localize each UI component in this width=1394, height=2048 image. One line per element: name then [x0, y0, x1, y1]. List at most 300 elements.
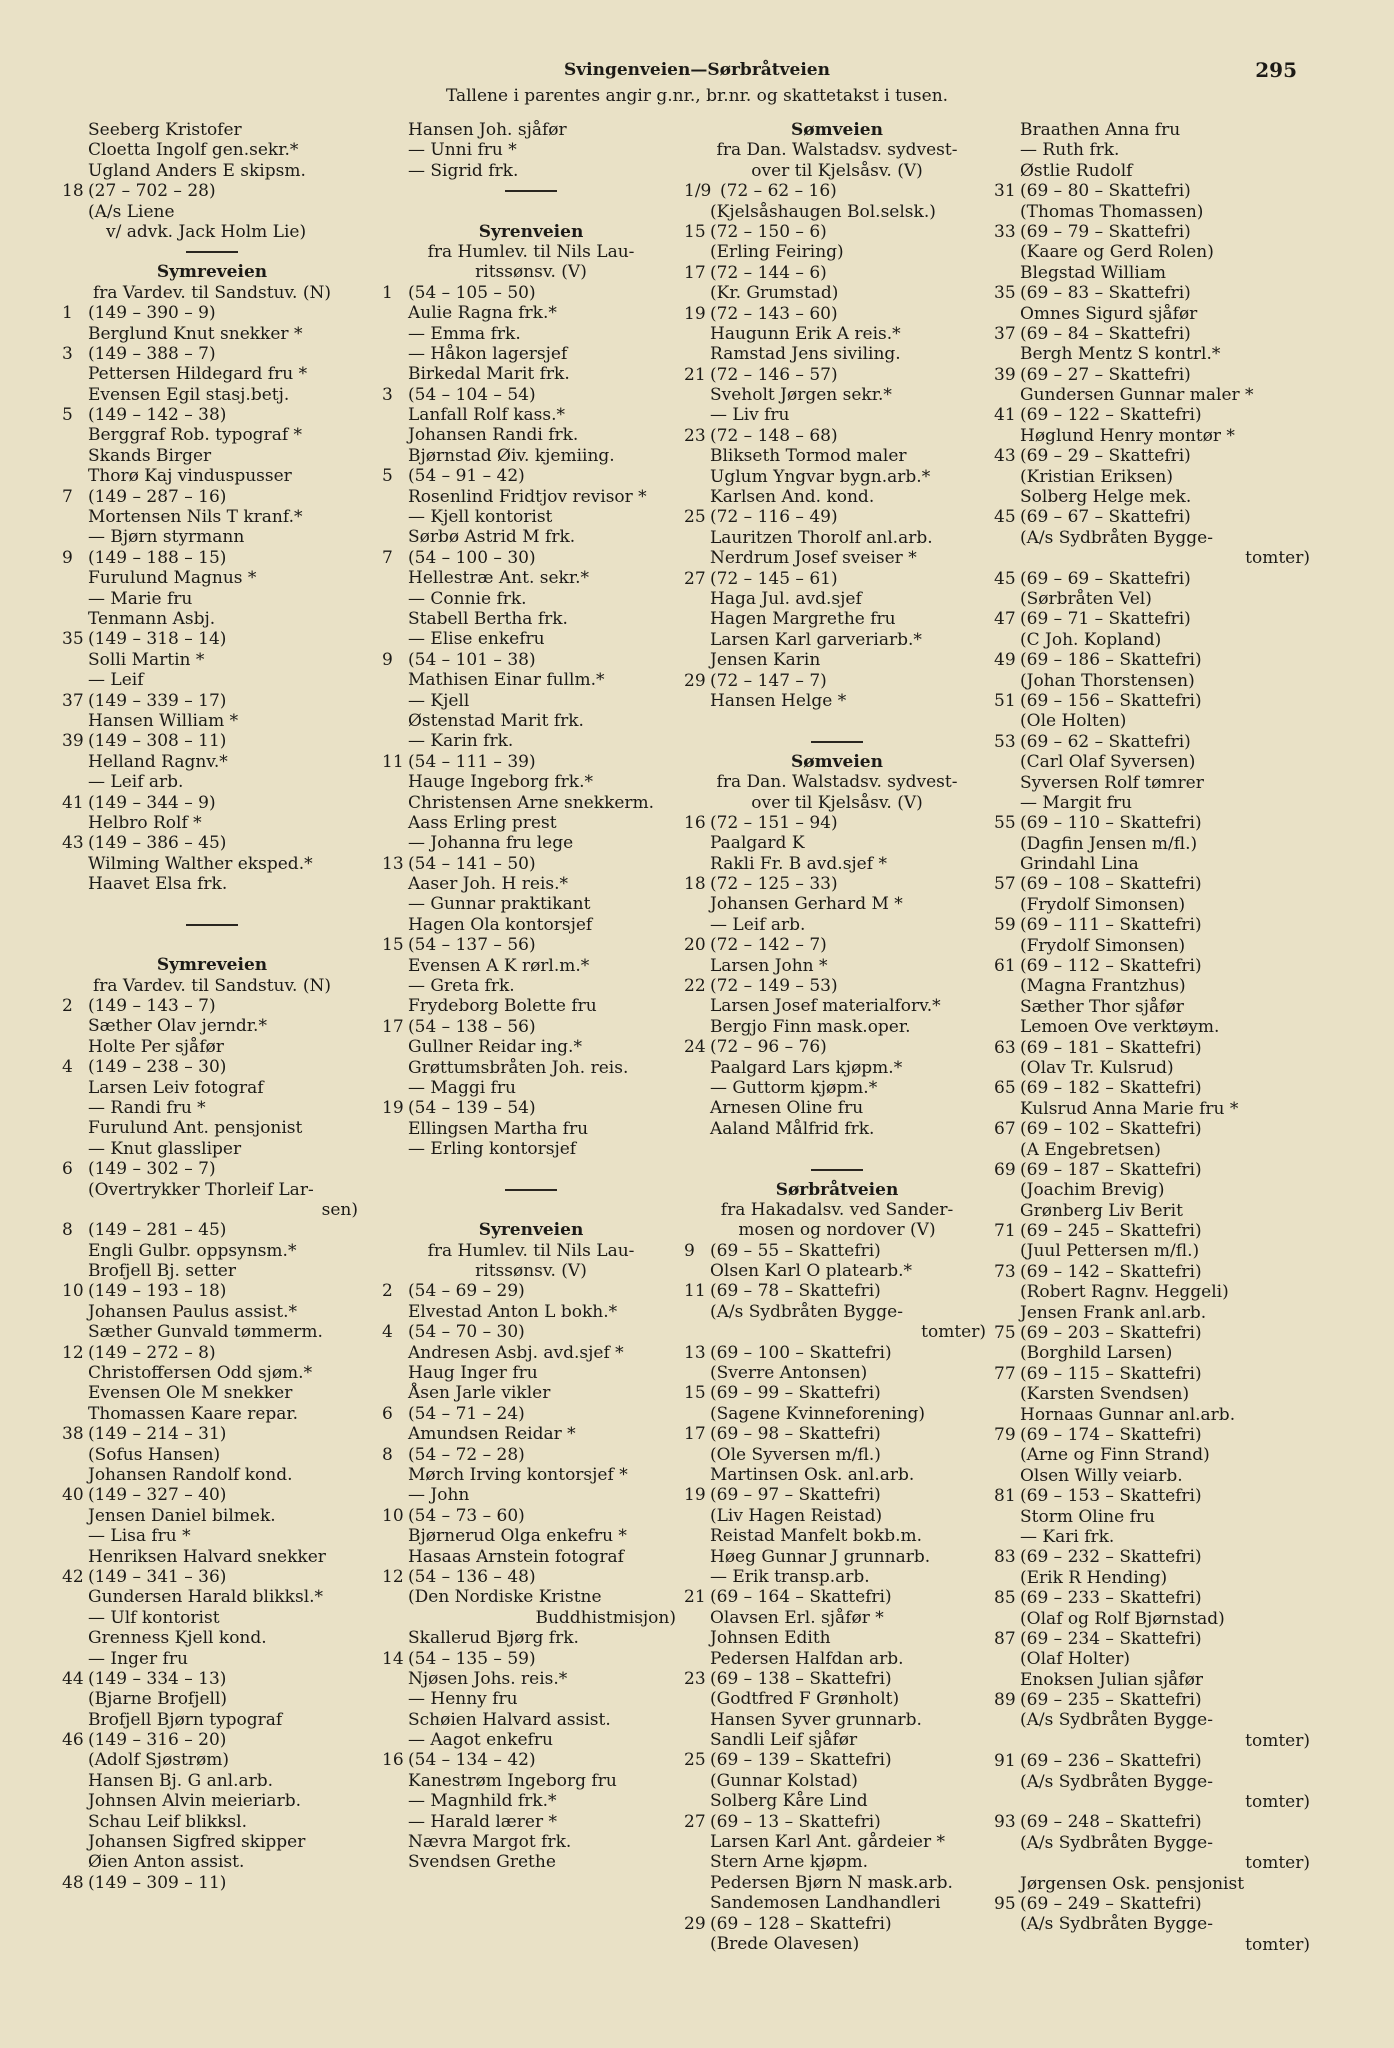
resident-name: Jensen Karin	[710, 650, 821, 671]
resident-entry	[382, 120, 680, 140]
column-1	[62, 120, 362, 1893]
house-number: 55	[994, 813, 1016, 834]
resident-entry	[994, 1405, 1314, 1425]
resident-entry	[62, 568, 362, 588]
resident-entry	[382, 140, 680, 160]
resident-name: — Inger fru	[88, 1648, 188, 1669]
resident-name: Sæther Gunvald tømmerm.	[88, 1322, 323, 1343]
resident-entry	[62, 1852, 362, 1872]
resident-entry	[382, 1119, 680, 1139]
house-number: 7	[62, 486, 73, 507]
resident-name: Berglund Knut snekker *	[88, 323, 303, 344]
resident-entry	[62, 1547, 362, 1567]
resident-name: — Marie fru	[88, 588, 193, 609]
house-number: 12	[62, 1342, 84, 1363]
resident-entry	[684, 1710, 990, 1730]
resident-name: Mørch Irving kontorsjef *	[408, 1465, 628, 1485]
property-record: (54 – 138 – 56)	[408, 1016, 536, 1037]
resident-name: Larsen Leiv fotograf	[88, 1077, 264, 1098]
property-entry	[382, 1404, 680, 1424]
resident-entry	[382, 1812, 680, 1832]
continuation-text: tomter)	[1245, 1934, 1310, 1955]
resident-entry	[382, 344, 680, 364]
resident-entry	[382, 956, 680, 976]
resident-name: Jørgensen Osk. pensjonist	[1020, 1873, 1245, 1894]
resident-entry	[62, 140, 362, 160]
resident-entry	[994, 1343, 1314, 1363]
resident-name: Bergjo Finn mask.oper.	[710, 1016, 911, 1037]
property-entry	[684, 1669, 990, 1689]
property-entry	[684, 222, 990, 242]
house-number: 27	[684, 1811, 706, 1832]
resident-entry	[382, 915, 680, 935]
resident-entry	[684, 344, 990, 364]
property-record: (149 – 142 – 38)	[88, 405, 227, 426]
property-entry	[382, 854, 680, 874]
resident-name: Høglund Henry montør *	[1020, 425, 1235, 446]
property-record: (69 – 27 – Skattefri)	[1020, 364, 1191, 385]
resident-entry	[684, 1465, 990, 1485]
property-record: (69 – 232 – Skattefri)	[1020, 1547, 1202, 1568]
spacer	[382, 1200, 680, 1220]
resident-entry	[62, 1302, 362, 1322]
page-title: Svingenveien—Sørbråtveien	[564, 60, 830, 80]
house-number: 2	[62, 996, 73, 1017]
house-number: 23	[684, 1668, 706, 1689]
resident-entry	[62, 1037, 362, 1057]
house-number: 2	[382, 1281, 393, 1302]
resident-name: Evensen Egil stasj.betj.	[88, 384, 290, 405]
resident-entry	[62, 772, 362, 792]
house-number: 79	[994, 1425, 1016, 1445]
column-4	[994, 120, 1314, 1955]
resident-name: — Maggi fru	[408, 1077, 516, 1098]
property-record: (54 – 91 – 42)	[408, 466, 525, 487]
resident-entry	[684, 548, 990, 568]
property-record: (149 – 188 – 15)	[88, 547, 227, 568]
resident-entry	[62, 711, 362, 731]
resident-entry	[62, 527, 362, 547]
street-description: fra Dan. Walstadsv. sydvest-	[716, 140, 958, 161]
property-record: (54 – 101 – 38)	[408, 649, 536, 670]
resident-name: Sørbø Astrid M frk.	[408, 527, 576, 548]
resident-entry	[684, 589, 990, 609]
property-record: (54 – 134 – 42)	[408, 1750, 536, 1771]
resident-entry	[994, 1017, 1314, 1037]
property-entry	[62, 691, 362, 711]
property-entry	[994, 1262, 1314, 1282]
resident-entry	[684, 487, 990, 507]
resident-entry	[994, 1609, 1314, 1629]
resident-entry	[382, 1302, 680, 1322]
house-number: 6	[382, 1403, 393, 1424]
resident-entry	[994, 242, 1314, 262]
property-entry	[382, 1098, 680, 1118]
property-entry	[62, 405, 362, 425]
resident-entry	[62, 1098, 362, 1118]
resident-entry	[382, 568, 680, 588]
property-record: (69 – 122 – Skattefri)	[1020, 405, 1202, 426]
house-number: 37	[994, 323, 1016, 344]
resident-entry	[994, 1568, 1314, 1588]
property-entry	[62, 181, 362, 201]
house-number: 61	[994, 956, 1016, 977]
property-record: (149 – 302 – 7)	[88, 1159, 216, 1180]
property-record: (72 – 150 – 6)	[710, 221, 827, 242]
house-number: 53	[994, 731, 1016, 752]
resident-name: (Arne og Finn Strand)	[1020, 1445, 1210, 1466]
resident-name: (Borghild Larsen)	[1020, 1343, 1173, 1364]
resident-name: Johnsen Alvin meieriarb.	[88, 1791, 301, 1812]
property-record: (69 – 139 – Skattefri)	[710, 1750, 892, 1771]
house-number: 41	[994, 405, 1016, 426]
resident-name: Solli Martin *	[88, 649, 205, 670]
property-entry	[382, 283, 680, 303]
resident-name: Martinsen Osk. anl.arb.	[710, 1465, 915, 1485]
resident-name: (Olav Tr. Kulsrud)	[1020, 1057, 1174, 1078]
house-number: 16	[684, 812, 706, 833]
property-entry	[994, 1547, 1314, 1567]
resident-entry	[684, 854, 990, 874]
resident-entry	[684, 1771, 990, 1791]
resident-name: Hagen Margrethe fru	[710, 609, 896, 630]
resident-entry	[684, 1017, 990, 1037]
resident-name: (Ole Holten)	[1020, 711, 1127, 732]
resident-name: — Henny fru	[408, 1689, 518, 1710]
resident-entry	[684, 467, 990, 487]
property-entry	[382, 1750, 680, 1770]
resident-name: (Brede Olavesen)	[710, 1933, 860, 1954]
resident-name: (Karsten Svendsen)	[1020, 1384, 1190, 1405]
resident-entry	[994, 467, 1314, 487]
house-number: 20	[684, 935, 706, 956]
property-record: (149 – 309 – 11)	[88, 1872, 227, 1893]
resident-name: (Robert Ragnv. Heggeli)	[1020, 1282, 1229, 1303]
property-entry	[994, 1425, 1314, 1445]
resident-name: — Leif arb.	[88, 772, 184, 793]
resident-name: — Randi fru *	[88, 1097, 206, 1118]
resident-entry	[994, 304, 1314, 324]
property-entry	[684, 1485, 990, 1505]
resident-entry	[62, 1261, 362, 1281]
property-entry	[994, 691, 1314, 711]
property-entry	[382, 385, 680, 405]
house-number: 59	[994, 915, 1016, 936]
property-entry	[62, 1669, 362, 1689]
property-entry	[62, 1485, 362, 1505]
page-subtitle: Tallene i parentes angir g.nr., br.nr. og skattetakst i tusen.	[445, 86, 949, 106]
resident-name: Johansen Gerhard M *	[710, 894, 903, 915]
resident-entry	[684, 915, 990, 935]
property-record: (72 – 149 – 53)	[710, 976, 838, 997]
resident-name: Grindahl Lina	[1020, 854, 1139, 875]
house-number: 15	[684, 1383, 706, 1404]
property-entry	[994, 813, 1314, 833]
resident-name: (Erik R Hending)	[1020, 1567, 1168, 1588]
resident-entry	[684, 650, 990, 670]
house-number: 49	[994, 650, 1016, 671]
resident-entry	[684, 1852, 990, 1872]
resident-name: Haug Inger fru	[408, 1363, 538, 1384]
property-record: (149 – 287 – 16)	[88, 486, 227, 507]
resident-name: Arnesen Oline fru	[710, 1098, 864, 1119]
section-divider	[62, 242, 362, 262]
resident-name: Jensen Daniel bilmek.	[88, 1505, 276, 1526]
resident-name: Johansen Randolf kond.	[88, 1465, 293, 1485]
house-number: 29	[684, 1913, 706, 1934]
resident-name: Uglum Yngvar bygn.arb.*	[710, 466, 931, 487]
resident-name: Henriksen Halvard snekker	[88, 1546, 326, 1567]
resident-entry	[382, 1465, 680, 1485]
property-record: (69 – 174 – Skattefri)	[1020, 1425, 1202, 1445]
property-record: (69 – 182 – Skattefri)	[1020, 1078, 1202, 1099]
resident-entry	[62, 1445, 362, 1465]
resident-entry	[994, 936, 1314, 956]
resident-name: — Erik transp.arb.	[710, 1566, 870, 1587]
resident-name: — Elise enkefru	[408, 629, 545, 650]
house-number: 17	[684, 1424, 706, 1445]
property-record: (149 – 390 – 9)	[88, 303, 216, 324]
resident-name: (A/s Sydbråten Bygge-	[1020, 1771, 1213, 1792]
property-record: (54 – 100 – 30)	[408, 547, 536, 568]
resident-name: Hansen William *	[88, 710, 239, 731]
resident-name: — Håkon lagersjef	[408, 343, 568, 364]
section-divider	[62, 915, 362, 935]
spacer	[684, 1139, 990, 1159]
property-record: (149 – 238 – 30)	[88, 1057, 227, 1078]
property-entry	[62, 996, 362, 1016]
property-entry	[994, 1119, 1314, 1139]
resident-entry	[684, 1649, 990, 1669]
house-number: 81	[994, 1486, 1016, 1507]
resident-name: (Kjelsåshaugen Bol.selsk.)	[710, 201, 936, 222]
resident-entry	[994, 854, 1314, 874]
resident-entry	[62, 1608, 362, 1628]
property-record: (69 – 62 – Skattefri)	[1020, 731, 1191, 752]
resident-name: (A/s Sydbråten Bygge-	[1020, 1710, 1213, 1731]
resident-entry	[382, 1547, 680, 1567]
property-record: (69 – 236 – Skattefri)	[1020, 1751, 1202, 1772]
resident-name: Paalgard Lars kjøpm.*	[710, 1057, 903, 1078]
resident-entry	[684, 202, 990, 222]
street-description: fra Humlev. til Nils Lau-	[427, 241, 635, 262]
house-number: 93	[994, 1812, 1016, 1833]
house-number: 10	[382, 1505, 404, 1526]
house-number: 48	[62, 1872, 84, 1893]
resident-entry	[62, 670, 362, 690]
property-entry	[684, 671, 990, 691]
property-entry	[382, 548, 680, 568]
resident-name: (Johan Thorstensen)	[1020, 670, 1195, 691]
property-entry	[994, 1751, 1314, 1771]
resident-name: Jensen Frank anl.arb.	[1020, 1302, 1207, 1323]
property-record: (54 – 104 – 54)	[408, 384, 536, 405]
property-entry	[382, 1281, 680, 1301]
resident-name: (Joachim Brevig)	[1020, 1180, 1165, 1201]
resident-name: Mathisen Einar fullm.*	[408, 670, 605, 691]
resident-name: — Unni fru *	[408, 140, 517, 161]
spacer	[382, 1160, 680, 1180]
house-number: 9	[382, 649, 393, 670]
resident-entry	[382, 1343, 680, 1363]
property-record: (72 – 148 – 68)	[710, 425, 838, 446]
property-entry	[382, 1567, 680, 1587]
resident-entry	[994, 997, 1314, 1017]
street-description: fra Hakadalsv. ved Sander-	[720, 1199, 954, 1220]
property-record: (69 – 78 – Skattefri)	[710, 1281, 881, 1302]
resident-entry	[62, 1750, 362, 1770]
property-entry	[994, 956, 1314, 976]
property-entry	[684, 1343, 990, 1363]
resident-name: Aass Erling prest	[408, 812, 557, 833]
house-number: 8	[382, 1444, 393, 1465]
property-record: (54 – 139 – 54)	[408, 1098, 536, 1119]
resident-entry	[994, 1874, 1314, 1894]
house-number: 45	[994, 507, 1016, 528]
house-number: 33	[994, 221, 1016, 242]
resident-name: Stabell Bertha frk.	[408, 608, 568, 629]
resident-name: (Godtfred F Grønholt)	[710, 1689, 900, 1710]
street-heading: Syrenveien	[478, 221, 584, 242]
resident-entry	[382, 629, 680, 649]
resident-entry	[382, 425, 680, 445]
resident-name: Grøttumsbråten Joh. reis.	[408, 1057, 629, 1078]
resident-entry	[684, 242, 990, 262]
resident-name: — Leif arb.	[710, 914, 806, 935]
property-record: (69 – 55 – Skattefri)	[710, 1240, 881, 1261]
property-record: (69 – 112 – Skattefri)	[1020, 956, 1202, 977]
house-number: 4	[382, 1322, 393, 1343]
resident-entry	[62, 1404, 362, 1424]
resident-name: (A/s Sydbråten Bygge-	[1020, 1832, 1213, 1853]
resident-entry	[684, 1302, 990, 1322]
house-number: 1/9	[684, 181, 712, 202]
house-number: 1	[62, 303, 73, 324]
resident-name: Larsen Karl Ant. gårdeier *	[710, 1832, 945, 1853]
resident-name: Kulsrud Anna Marie fru *	[1020, 1098, 1239, 1119]
resident-entry	[684, 1547, 990, 1567]
house-number: 5	[62, 405, 73, 426]
resident-entry	[382, 996, 680, 1016]
resident-name: Grønberg Liv Berit	[1020, 1200, 1183, 1221]
house-number: 45	[994, 568, 1016, 589]
house-number: 69	[994, 1159, 1016, 1180]
resident-entry	[684, 894, 990, 914]
resident-name: Helbro Rolf *	[88, 812, 202, 833]
resident-entry	[684, 1363, 990, 1383]
resident-entry	[684, 1730, 990, 1750]
resident-entry	[382, 1078, 680, 1098]
house-number: 15	[684, 221, 706, 242]
resident-entry	[62, 1587, 362, 1607]
resident-entry	[382, 1669, 680, 1689]
property-entry	[994, 732, 1314, 752]
resident-entry	[62, 609, 362, 629]
resident-name: Lauritzen Thorolf anl.arb.	[710, 527, 933, 548]
resident-entry	[62, 324, 362, 344]
property-record: (69 – 203 – Skattefri)	[1020, 1323, 1202, 1344]
resident-entry	[382, 161, 680, 181]
resident-entry	[382, 1791, 680, 1811]
property-entry	[994, 365, 1314, 385]
property-entry	[62, 344, 362, 364]
resident-name: (Sofus Hansen)	[88, 1444, 221, 1465]
resident-entry	[684, 324, 990, 344]
resident-entry	[684, 1832, 990, 1852]
resident-name: — Knut glassliper	[88, 1138, 242, 1159]
resident-name: Haavet Elsa frk.	[88, 874, 228, 895]
resident-name: (Dagfin Jensen m/fl.)	[1020, 833, 1198, 854]
property-record: (149 – 344 – 9)	[88, 792, 216, 813]
house-number: 17	[382, 1016, 404, 1037]
resident-name: Johansen Paulus assist.*	[88, 1301, 297, 1322]
property-record: (27 – 702 – 28)	[88, 181, 216, 202]
resident-name: (A/s Liene	[88, 201, 175, 222]
resident-entry	[382, 1363, 680, 1383]
resident-name: (Liv Hagen Reistad)	[710, 1505, 883, 1526]
resident-entry	[684, 1608, 990, 1628]
resident-entry	[994, 1833, 1314, 1853]
property-record: (69 – 100 – Skattefri)	[710, 1342, 892, 1363]
property-entry	[382, 1506, 680, 1526]
property-entry	[994, 1038, 1314, 1058]
resident-name: — Harald lærer *	[408, 1811, 557, 1832]
column-3	[684, 120, 990, 1954]
house-number: 18	[684, 874, 706, 895]
resident-name: — Connie frk.	[408, 588, 527, 609]
resident-name: — Bjørn styrmann	[88, 527, 245, 548]
resident-entry	[684, 283, 990, 303]
resident-name: (Sagene Kvinneforening)	[710, 1403, 926, 1424]
resident-name: Furulund Magnus *	[88, 568, 257, 589]
resident-entry	[382, 609, 680, 629]
resident-entry	[994, 140, 1314, 160]
house-number: 41	[62, 792, 84, 813]
resident-entry	[62, 1363, 362, 1383]
resident-name: Skallerud Bjørg frk.	[408, 1628, 579, 1649]
resident-entry	[994, 1670, 1314, 1690]
resident-name: (Den Nordiske Kristne	[408, 1587, 602, 1608]
property-entry	[382, 935, 680, 955]
resident-entry	[994, 1914, 1314, 1934]
property-record: (149 – 334 – 13)	[88, 1668, 227, 1689]
property-entry	[994, 283, 1314, 303]
property-record: (69 – 248 – Skattefri)	[1020, 1812, 1202, 1833]
resident-name: Solberg Helge mek.	[1020, 487, 1192, 508]
property-entry	[684, 976, 990, 996]
resident-name: Gundersen Gunnar maler *	[1020, 385, 1254, 406]
resident-name: — Karin frk.	[408, 731, 514, 752]
resident-entry	[382, 487, 680, 507]
property-record: (72 – 125 – 33)	[710, 874, 838, 895]
property-record: (69 – 128 – Skattefri)	[710, 1913, 892, 1934]
resident-name: Evensen A K rørl.m.*	[408, 955, 590, 976]
resident-name: (Sverre Antonsen)	[710, 1363, 868, 1384]
resident-name: Thorø Kaj vinduspusser	[88, 466, 292, 487]
property-record: (72 – 151 – 94)	[710, 812, 838, 833]
property-entry	[684, 1424, 990, 1444]
house-number: 40	[62, 1485, 84, 1506]
house-number: 1	[382, 282, 393, 303]
resident-name: (Frydolf Simonsen)	[1020, 935, 1186, 956]
property-entry	[994, 1812, 1314, 1832]
resident-entry	[684, 630, 990, 650]
resident-name: Rosenlind Fridtjov revisor *	[408, 486, 647, 507]
house-number: 43	[994, 446, 1016, 467]
resident-entry	[684, 833, 990, 853]
resident-name: Rakli Fr. B avd.sjef *	[710, 853, 887, 874]
resident-entry	[62, 364, 362, 384]
